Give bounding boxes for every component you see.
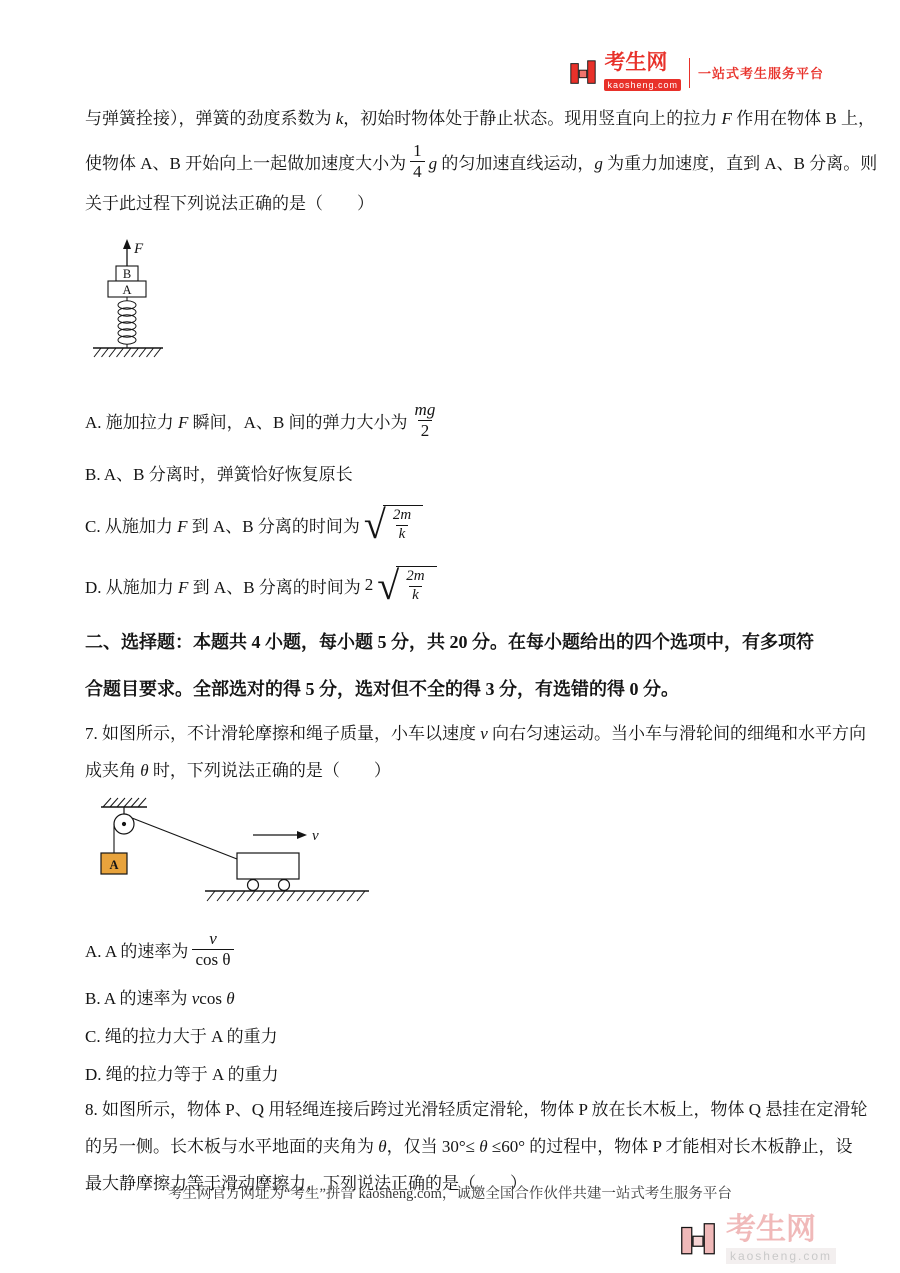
option-text: D. 绳的拉力等于 A 的重力 bbox=[85, 1064, 279, 1084]
block-b-label: B bbox=[122, 267, 132, 281]
q6-option-C bbox=[85, 498, 845, 550]
watermark-text bbox=[726, 1215, 836, 1265]
cart-wheel bbox=[248, 880, 259, 891]
pulley-cart-figure bbox=[85, 793, 385, 921]
logo-tagline: 一站式考生服务平台 bbox=[697, 66, 824, 81]
fraction-one-quarter: $\frac{1}{4}$ bbox=[410, 142, 425, 181]
section2-heading-line1: 二、选择题：本题共 4 小题，每小题 5 分，共 20 分。在每小题给出的四个选项中，有多项符 bbox=[85, 632, 814, 652]
block-a-label: A bbox=[122, 283, 132, 297]
q8-stem-line2: 的另一侧。长木板与水平地面的夹角为 θ，仅当 30°≤ θ ≤60° 的过程中，物体 P 才能相对长木板静止，设 bbox=[85, 1137, 853, 1156]
q6-option-D bbox=[85, 559, 845, 611]
cart-body bbox=[237, 853, 299, 879]
q6-stem-line2-pre: 使物体 A、B 开始向上一起做加速度大小为 bbox=[85, 153, 407, 173]
q6-stem-line2-post: g 的匀加速直线运动，g 为重力加速度，直到 A、B 分离。则 bbox=[428, 153, 878, 173]
cart-wheel bbox=[279, 880, 290, 891]
fraction-v-over-cos-theta: $\frac{v}{\text{cos θ}}$ bbox=[192, 930, 233, 969]
force-arrow-icon bbox=[123, 239, 131, 249]
option-text: A. 施加拉力 F 瞬间，A、B 间的弹力大小为 bbox=[85, 412, 408, 432]
footer-note: 考生网官方网址为“考生”拼音 kaosheng.com，诚邀全国合作伙伴共建一站式考生服务平台 bbox=[168, 1186, 732, 1202]
q6-stem-line1: 与弹簧拴接），弹簧的劲度系数为 k，初始时物体处于静止状态。现用竖直向上的拉力 F 作用在物体 B 上， bbox=[85, 109, 876, 128]
q7-stem-line2: 成夹角 θ 时，下列说法正确的是（ ） bbox=[85, 761, 391, 780]
logo-divider bbox=[689, 58, 690, 88]
option-text: C. 从施加力 F 到 A、B 分离的时间为 bbox=[85, 516, 360, 536]
q6-option-B bbox=[85, 455, 845, 489]
fraction-2m-over-k: $\frac{2m}{k}$ bbox=[392, 507, 412, 542]
watermark-domain: kaosheng.com bbox=[726, 1248, 836, 1264]
logo-brand: 考生网 bbox=[604, 51, 668, 74]
radical-sign: √ bbox=[363, 502, 386, 547]
logo-domain: kaosheng.com bbox=[604, 79, 681, 91]
q6-stem-line3: 关于此过程下列说法正确的是（ ） bbox=[85, 194, 374, 213]
option-text: B. A 的速率为 vcos θ bbox=[85, 988, 235, 1008]
radical-sign: √ bbox=[377, 563, 400, 608]
velocity-label: v bbox=[312, 828, 319, 844]
kaosheng-watermark-icon bbox=[678, 1220, 718, 1260]
logo-text bbox=[604, 52, 681, 93]
fraction-2m-over-k: $\frac{2m}{k}$ bbox=[406, 568, 425, 603]
kaosheng-logo-icon bbox=[568, 58, 598, 88]
spring-blocks-figure bbox=[87, 236, 219, 388]
q6-option-A bbox=[85, 394, 845, 446]
document-body bbox=[85, 100, 878, 1202]
q8-stem-line3: 最大静摩擦力等于滑动摩擦力，下列说法正确的是（ ） bbox=[85, 1174, 527, 1193]
sqrt-expression bbox=[377, 563, 436, 608]
q7-option-D bbox=[85, 1055, 845, 1089]
watermark-brand: 考生网 bbox=[725, 1213, 816, 1246]
fraction-mg-over-2: $\frac{mg}{2}$ bbox=[414, 399, 436, 440]
q6-stem-line2 bbox=[85, 137, 878, 185]
q7-option-C bbox=[85, 1017, 845, 1051]
q8-stem-line1: 8. 如图所示，物体 P、Q 用轻绳连接后跨过光滑轻质定滑轮，物体 P 放在长木板上，物体 Q 悬挂在定滑轮 bbox=[85, 1100, 868, 1119]
force-label: F bbox=[134, 241, 144, 257]
watermark-logo bbox=[678, 1215, 836, 1265]
section2-heading-line2: 合题目要求。全部选对的得 5 分，选对但不全的得 3 分，有选错的得 0 分。 bbox=[85, 679, 679, 699]
coefficient: 2 bbox=[364, 575, 374, 594]
q7-stem-line1: 7. 如图所示，不计滑轮摩擦和绳子质量，小车以速度 v 向右匀速运动。当小车与滑轮间的细绳和水平方向 bbox=[85, 724, 867, 743]
option-text: B. A、B 分离时，弹簧恰好恢复原长 bbox=[85, 464, 353, 484]
option-text: D. 从施加力 F 到 A、B 分离的时间为 bbox=[85, 577, 361, 597]
option-text: C. 绳的拉力大于 A 的重力 bbox=[85, 1026, 278, 1046]
option-text: A. A 的速率为 bbox=[85, 941, 189, 961]
hanging-block-label: A bbox=[109, 858, 119, 872]
velocity-arrow-icon bbox=[297, 831, 307, 839]
q7-option-B bbox=[85, 979, 845, 1013]
q7-option-A bbox=[85, 923, 845, 975]
sqrt-expression bbox=[363, 502, 423, 547]
site-logo bbox=[568, 52, 824, 93]
